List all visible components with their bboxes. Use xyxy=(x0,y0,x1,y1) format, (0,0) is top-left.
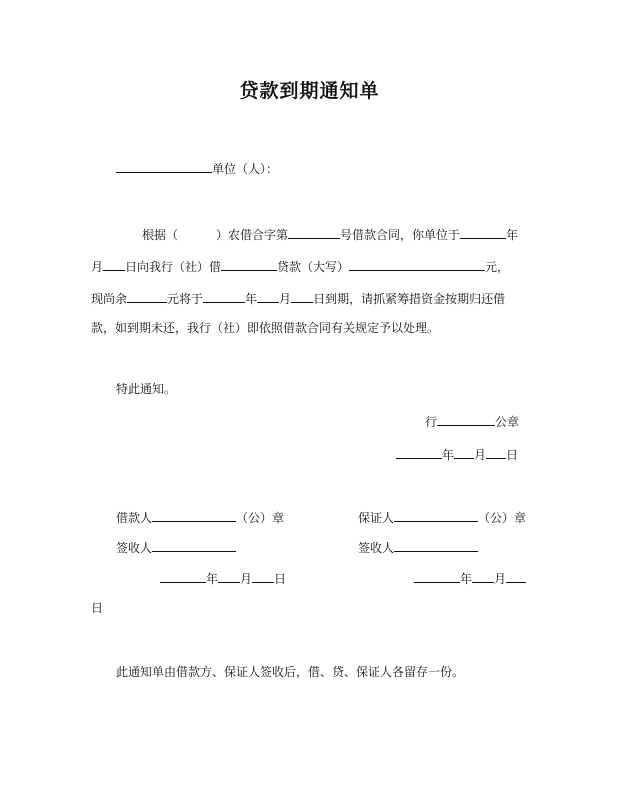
amount-uppercase-blank[interactable] xyxy=(349,258,485,271)
guarantor-year-blank[interactable] xyxy=(414,570,460,583)
borrower-blank[interactable] xyxy=(152,509,236,522)
footnote-text: 此通知单由借款方、保证人签收后，借、贷、保证人各留存一份。 xyxy=(116,665,465,679)
text: 月 xyxy=(240,572,253,586)
guarantor-month-blank[interactable] xyxy=(472,570,494,583)
wrapped-day-text: 日 xyxy=(91,601,104,615)
guarantor-date-line xyxy=(414,570,526,587)
text: 年 xyxy=(506,228,519,242)
text: 元将于 xyxy=(167,292,204,306)
bank-seal-line xyxy=(425,413,519,430)
borrower-label: 借款人 xyxy=(116,511,153,525)
guarantor-line xyxy=(358,509,526,526)
loan-type-blank[interactable] xyxy=(221,258,277,271)
text: 元， xyxy=(485,260,510,274)
bank-name-blank[interactable] xyxy=(437,413,495,426)
paragraph-line-2 xyxy=(91,258,509,275)
borrower-receiver-label: 签收人 xyxy=(116,541,153,555)
notice-text: 特此通知。 xyxy=(116,382,177,396)
borrower-receiver-blank[interactable] xyxy=(152,539,236,552)
text: 现尚余 xyxy=(91,292,128,306)
text: 月 xyxy=(494,572,507,586)
guarantor-receiver-label: 签收人 xyxy=(358,541,395,555)
text: 年 xyxy=(206,572,219,586)
bank-date-line xyxy=(396,446,518,463)
guarantor-day-blank[interactable] xyxy=(506,570,526,583)
bank-year-blank[interactable] xyxy=(396,446,442,459)
paragraph-line-1 xyxy=(142,226,518,243)
addressee-label: 单位（人）： xyxy=(212,162,279,176)
bank-seal-label: 公章 xyxy=(495,415,520,429)
text: 日到期，请抓紧筹措资金按期归还借 xyxy=(313,292,506,306)
guarantor-receiver-blank[interactable] xyxy=(394,539,478,552)
addressee-line xyxy=(116,160,278,177)
addressee-blank[interactable] xyxy=(116,160,212,173)
text: 年 xyxy=(245,292,258,306)
due-day-blank[interactable] xyxy=(291,290,313,303)
text: 号借款合同，你单位于 xyxy=(340,228,461,242)
borrower-day-blank[interactable] xyxy=(252,570,274,583)
borrower-receiver-line xyxy=(116,539,236,556)
text: 贷款（大写） xyxy=(277,260,350,274)
text: 月 xyxy=(279,292,292,306)
paragraph-line-3 xyxy=(91,290,505,307)
bank-day-blank[interactable] xyxy=(486,446,506,459)
due-month-blank[interactable] xyxy=(257,290,279,303)
borrower-seal-label: （公）章 xyxy=(236,511,285,525)
year-blank[interactable] xyxy=(460,226,506,239)
text: 根据（ xyxy=(142,228,179,242)
borrower-year-blank[interactable] xyxy=(160,570,206,583)
bank-label: 行 xyxy=(425,415,438,429)
borrower-month-blank[interactable] xyxy=(218,570,240,583)
remaining-amount-blank[interactable] xyxy=(127,290,167,303)
text: 日向我行（社）借 xyxy=(125,260,222,274)
due-year-blank[interactable] xyxy=(203,290,245,303)
borrower-date-line xyxy=(160,570,286,587)
text: 年 xyxy=(460,572,473,586)
guarantor-seal-label: （公）章 xyxy=(478,511,527,525)
text: 月 xyxy=(91,260,104,274)
text: 月 xyxy=(474,448,487,462)
text: 日 xyxy=(506,448,519,462)
guarantor-receiver-line xyxy=(358,539,478,556)
guarantor-blank[interactable] xyxy=(394,509,478,522)
text: 日 xyxy=(274,572,287,586)
paragraph-line-4: 款，如到期未还，我行（社）即依照借款合同有关规定予以处理。 xyxy=(91,321,440,335)
bank-month-blank[interactable] xyxy=(454,446,474,459)
document-title: 贷款到期通知单 xyxy=(239,80,380,102)
borrower-line xyxy=(116,509,284,526)
text: 年 xyxy=(442,448,455,462)
text: ）农借合字第 xyxy=(216,228,289,242)
contract-number-blank[interactable] xyxy=(288,226,340,239)
guarantor-label: 保证人 xyxy=(358,511,395,525)
day-blank[interactable] xyxy=(103,258,125,271)
